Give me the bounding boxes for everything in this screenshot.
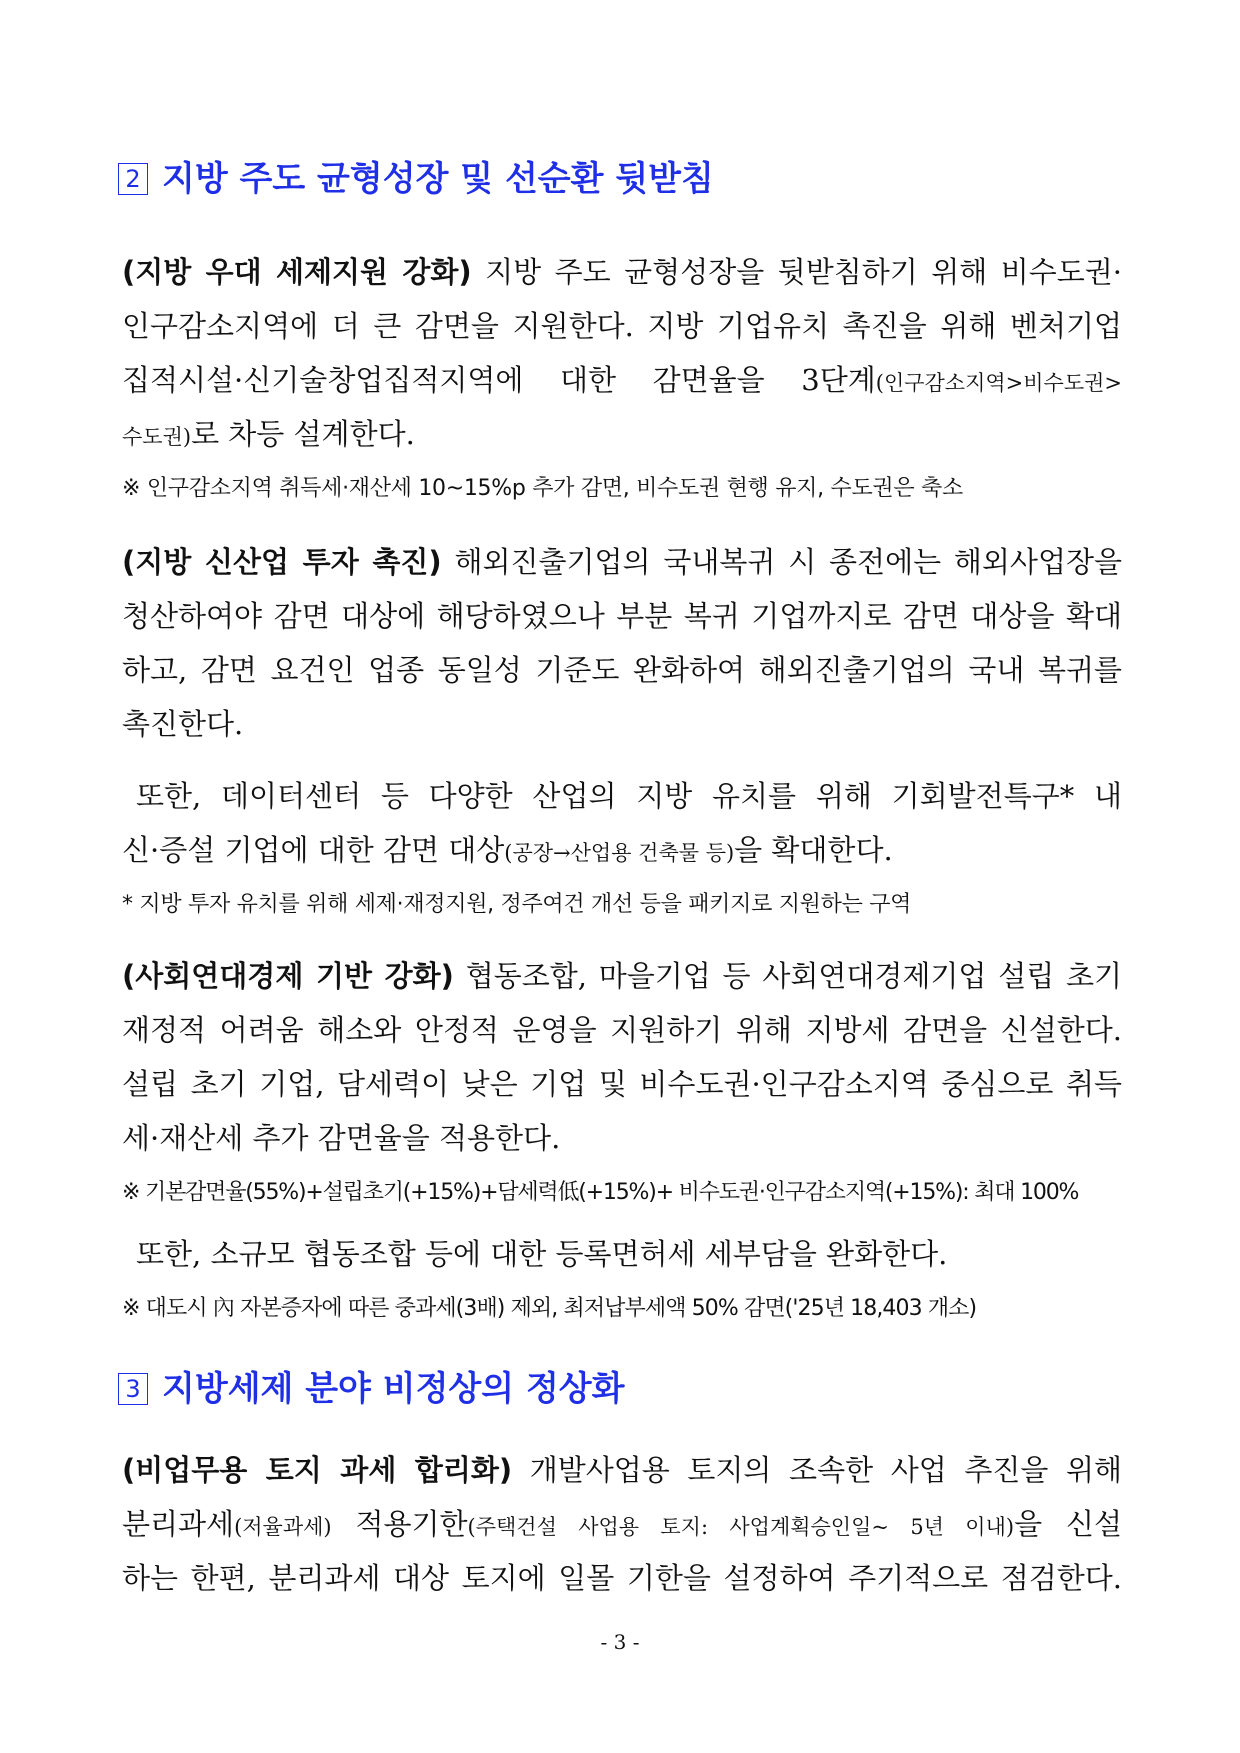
paragraph-2-line-3: 하고, 감면 요건인 업종 동일성 기준도 완화하여 해외진출기업의 국내 복귀를 — [122, 653, 1122, 687]
section-3-paragraph-lead: (비업무용 토지 과세 합리화) — [122, 1453, 513, 1487]
paragraph-1-line-2: 인구감소지역에 더 큰 감면을 지원한다. 지방 기업유치 촉진을 위해 벤처기업 — [122, 309, 1122, 343]
paragraph-3-note: * 지방 투자 유치를 위해 세제·재정지원, 정주여건 개선 등을 패키지로 지원하는 구역 — [122, 892, 912, 917]
paragraph-1-line-4: 수도권)로 차등 설계한다. — [122, 417, 415, 451]
paragraph-4-line-2: 재정적 어려움 해소와 안정적 운영을 지원하기 위해 지방세 감면을 신설한다. — [122, 1013, 1122, 1047]
paragraph-2-line-4: 촉진한다. — [122, 707, 244, 741]
paragraph-1-line-1: (지방 우대 세제지원 강화) 지방 주도 균형성장을 뒷받침하기 위해 비수도권· — [122, 255, 1122, 289]
section-3-paragraph-line-2: 분리과세(저율과세) 적용기한(주택건설 사업용 토지: 사업계획승인일~ 5년 이내)을 신설 — [122, 1507, 1122, 1541]
paragraph-1-lead: (지방 우대 세제지원 강화) — [122, 255, 472, 289]
paragraph-4-note: ※ 기본감면율(55%)+설립초기(+15%)+담세력低(+15%)+ 비수도권·인구감소지역(+15%): 최대 100% — [122, 1180, 1079, 1205]
section-2-title: 지방 주도 균형성장 및 선순환 뒷받침 — [162, 159, 714, 199]
paragraph-1-line-3: 집적시설·신기술창업집적지역에 대한 감면율을 3단계(인구감소지역>비수도권> — [122, 363, 1122, 397]
section-3-number-box: 3 — [118, 1373, 148, 1405]
section-3-paragraph-line-1: (비업무용 토지 과세 합리화) 개발사업용 토지의 조속한 사업 추진을 위해 — [122, 1453, 1123, 1487]
section-2-number-box: 2 — [118, 163, 148, 195]
paragraph-4-line-1: (사회연대경제 기반 강화) 협동조합, 마을기업 등 사회연대경제기업 설립 초기 — [122, 959, 1123, 993]
paragraph-3-line-1: 또한, 데이터센터 등 다양한 산업의 지방 유치를 위해 기회발전특구* 내 — [136, 779, 1122, 813]
page-number: - 3 - — [600, 1630, 640, 1654]
paragraph-4-lead: (사회연대경제 기반 강화) — [122, 959, 454, 993]
paragraph-2-line-1: (지방 신산업 투자 촉진) 해외진출기업의 국내복귀 시 종전에는 해외사업장을 — [122, 545, 1122, 579]
paragraph-1-note: ※ 인구감소지역 취득세·재산세 10~15%p 추가 감면, 비수도권 현행 유지, 수도권은 축소 — [122, 476, 963, 501]
section-3-heading — [118, 1369, 625, 1409]
section-2-heading — [118, 159, 714, 199]
section-3-title: 지방세제 분야 비정상의 정상화 — [162, 1369, 625, 1409]
paragraph-5-note: ※ 대도시 內 자본증자에 따른 중과세(3배) 제외, 최저납부세액 50% 감면('25년 18,403 개소) — [122, 1296, 977, 1321]
paragraph-4-line-3: 설립 초기 기업, 담세력이 낮은 기업 및 비수도권·인구감소지역 중심으로 취득 — [122, 1067, 1122, 1101]
paragraph-2-lead: (지방 신산업 투자 촉진) — [122, 545, 442, 579]
section-3-paragraph-line-3: 하는 한편, 분리과세 대상 토지에 일몰 기한을 설정하여 주기적으로 점검한다. — [122, 1561, 1122, 1595]
paragraph-4-line-4: 세·재산세 추가 감면율을 적용한다. — [122, 1121, 561, 1155]
paragraph-2-line-2: 청산하여야 감면 대상에 해당하였으나 부분 복귀 기업까지로 감면 대상을 확대 — [122, 599, 1122, 633]
paragraph-5-line-1: 또한, 소규모 협동조합 등에 대한 등록면허세 세부담을 완화한다. — [136, 1237, 948, 1271]
paragraph-3-line-2: 신·증설 기업에 대한 감면 대상(공장→산업용 건축물 등)을 확대한다. — [122, 833, 893, 867]
